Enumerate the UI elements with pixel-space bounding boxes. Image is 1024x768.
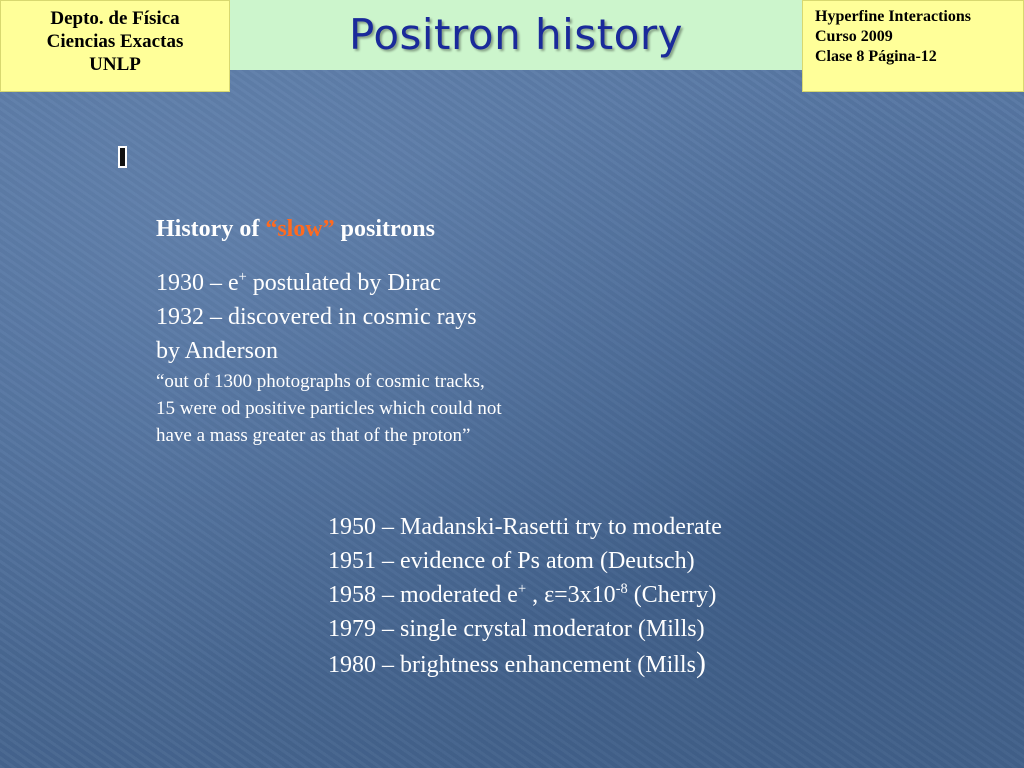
line-1958-sup-plus: + [517, 581, 527, 597]
line-1980-text: 1980 – brightness enhancement (Mills [328, 652, 696, 678]
history-line-1950: 1950 – Madanski-Rasetti try to moderate [328, 514, 722, 540]
bullet-marker-icon [118, 146, 127, 168]
history-line-1980 [328, 646, 722, 682]
line-1930-sup: + [238, 269, 247, 285]
department-line-2: Ciencias Exactas [46, 31, 184, 52]
department-line-3: UNLP [89, 54, 141, 75]
quote-line-2: 15 were od positive particles which could not [156, 398, 502, 419]
department-line-1: Depto. de Física [50, 8, 180, 29]
course-box [802, 0, 1024, 92]
history-line-1979: 1979 – single crystal moderator (Mills) [328, 616, 705, 642]
department-box [0, 0, 230, 92]
heading-text-post: positrons [334, 216, 435, 242]
line-1958-post: (Cherry) [627, 582, 717, 608]
line-1980-paren: ) [695, 646, 706, 679]
line-1930-post: postulated by Dirac [246, 270, 441, 296]
slide-title: Positron history [348, 10, 683, 59]
history-line-1951: 1951 – evidence of Ps atom (Deutsch) [328, 548, 695, 574]
history-line-anderson: by Anderson [156, 338, 278, 364]
quote-line-1: “out of 1300 photographs of cosmic tracks, [156, 371, 485, 392]
line-1958-mid: , ε=3x10 [526, 582, 616, 608]
course-line-2: Curso 2009 [815, 28, 893, 45]
history-line-1958 [328, 578, 722, 612]
quote-line-3: have a mass greater as that of the proton” [156, 425, 471, 446]
course-line-3: Clase 8 Página-12 [815, 48, 937, 65]
line-1930-pre: 1930 – e [156, 270, 239, 296]
heading-text-pre: History of [156, 216, 266, 242]
slow-positron-history-section [156, 210, 502, 449]
line-1958-pre: 1958 – moderated e [328, 582, 518, 608]
course-line-1: Hyperfine Interactions [815, 8, 971, 25]
history-line-1930 [156, 266, 502, 300]
history-line-1932: 1932 – discovered in cosmic rays [156, 304, 477, 330]
heading-slow-word: “slow” [265, 216, 335, 242]
moderation-history-section [328, 510, 722, 682]
section-heading [156, 210, 502, 248]
line-1958-sup-exponent: -8 [615, 581, 628, 597]
